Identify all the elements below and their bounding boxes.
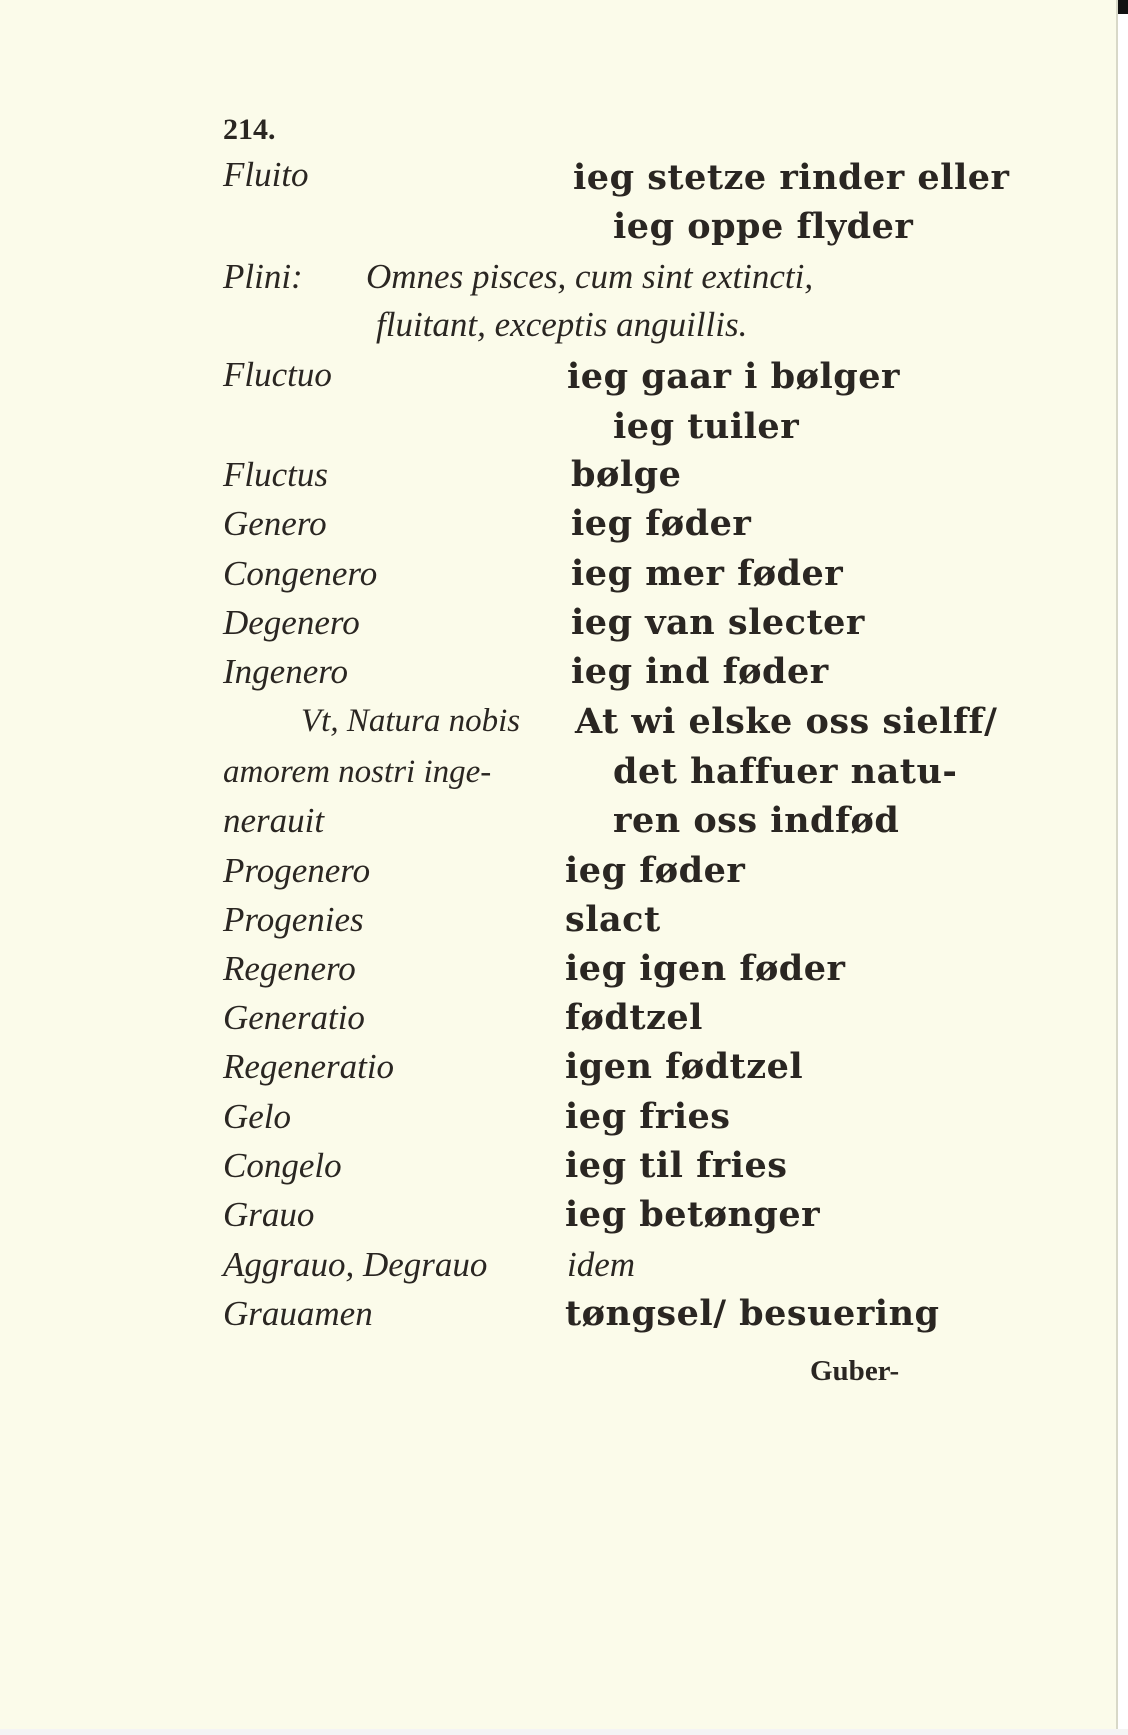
danish-gloss-regeneratio: igen fødtzel bbox=[565, 1046, 804, 1087]
latin-example-line-3: nerauit bbox=[223, 801, 325, 840]
latin-headword-regenero: Regenero bbox=[223, 949, 356, 988]
danish-gloss-aggrauo: idem bbox=[567, 1245, 636, 1284]
danish-gloss-fluctus: bølge bbox=[571, 454, 682, 495]
latin-headword-progenero: Progenero bbox=[223, 851, 371, 890]
latin-headword-congelo: Congelo bbox=[223, 1146, 342, 1185]
danish-gloss-regenero: ieg igen føder bbox=[565, 948, 846, 989]
latin-headword-progenies: Progenies bbox=[223, 900, 364, 939]
quote-line-1: Omnes pisces, cum sint extincti, bbox=[366, 257, 814, 296]
danish-gloss-degenero: ieg van slecter bbox=[571, 602, 865, 643]
danish-example-line-2: det haffuer natu- bbox=[613, 751, 958, 792]
danish-gloss-progenies: slact bbox=[565, 899, 661, 940]
danish-gloss-progenero: ieg føder bbox=[565, 850, 746, 891]
latin-headword-regeneratio: Regeneratio bbox=[223, 1047, 395, 1086]
danish-gloss-fluito: ieg stetze rinder eller bbox=[573, 157, 1010, 198]
danish-gloss-congelo: ieg til fries bbox=[565, 1145, 788, 1186]
quote-line-2: fluitant, exceptis anguillis. bbox=[376, 305, 748, 344]
latin-headword-degenero: Degenero bbox=[223, 603, 360, 642]
danish-gloss-fluctuo: ieg gaar i bølger bbox=[567, 356, 900, 397]
page-number: 214. bbox=[223, 113, 276, 146]
latin-headword-genero: Genero bbox=[223, 504, 327, 543]
danish-gloss-fluito-2: ieg oppe flyder bbox=[613, 206, 914, 247]
danish-gloss-genero: ieg føder bbox=[571, 503, 752, 544]
latin-headword-grauo: Grauo bbox=[223, 1195, 315, 1234]
scan-edge-bottom bbox=[0, 1729, 1128, 1735]
latin-headword-fluctuo: Fluctuo bbox=[223, 355, 332, 394]
latin-example-line-1: Vt, Natura nobis bbox=[301, 703, 521, 739]
latin-headword-grauamen: Grauamen bbox=[223, 1294, 373, 1333]
latin-headword-plini: Plini: bbox=[223, 257, 303, 296]
latin-headword-fluito: Fluito bbox=[223, 155, 309, 194]
latin-headword-aggrauo: Aggrauo, Degrauo bbox=[223, 1245, 488, 1284]
danish-example-line-3: ren oss indfød bbox=[613, 800, 900, 841]
danish-gloss-grauamen: tøngsel/ besuering bbox=[565, 1293, 940, 1334]
latin-headword-generatio: Generatio bbox=[223, 998, 365, 1037]
catchword: Guber- bbox=[810, 1355, 900, 1387]
danish-gloss-congenero: ieg mer føder bbox=[571, 553, 844, 594]
danish-gloss-grauo: ieg betønger bbox=[565, 1194, 821, 1235]
latin-example-line-2: amorem nostri inge- bbox=[223, 754, 492, 790]
latin-headword-fluctus: Fluctus bbox=[223, 455, 328, 494]
latin-headword-gelo: Gelo bbox=[223, 1097, 292, 1136]
scan-edge-corner bbox=[1118, 0, 1128, 14]
latin-headword-congenero: Congenero bbox=[223, 554, 378, 593]
danish-example-line-1: At wi elske oss sielff/ bbox=[575, 701, 998, 742]
danish-gloss-gelo: ieg fries bbox=[565, 1096, 731, 1137]
danish-gloss-generatio: fødtzel bbox=[565, 997, 703, 1038]
latin-headword-ingenero: Ingenero bbox=[223, 652, 349, 691]
danish-gloss-ingenero: ieg ind føder bbox=[571, 651, 829, 692]
danish-gloss-fluctuo-2: ieg tuiler bbox=[613, 406, 800, 447]
